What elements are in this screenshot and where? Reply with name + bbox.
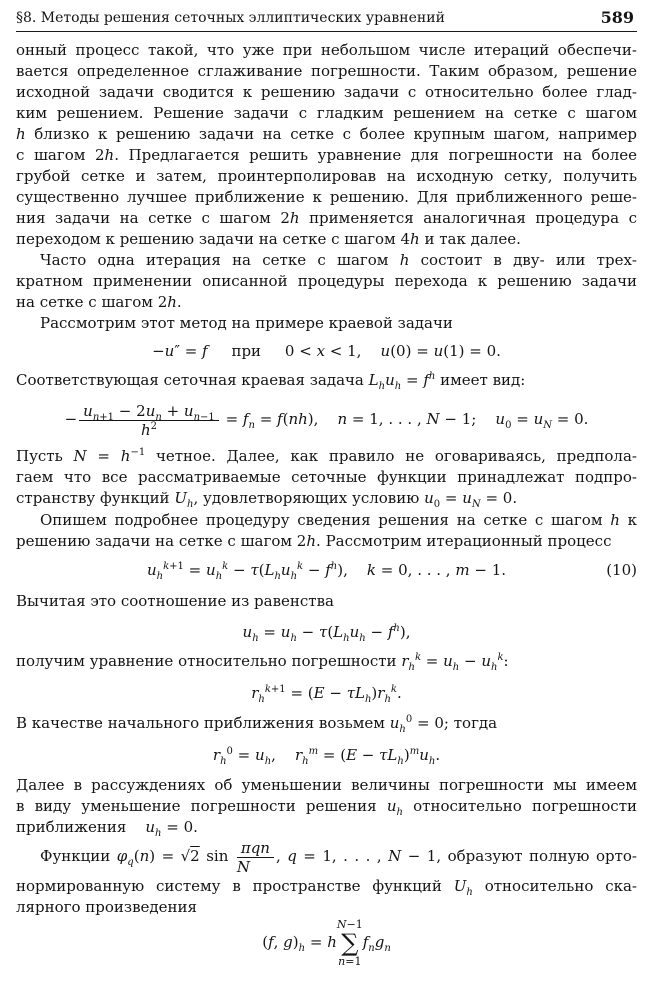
text-line: с шагом 2h. Предлагается решить уравнение для погрешности на более	[16, 146, 637, 164]
text-line: существенно лучшее приближение к решению. Для приближенного реше-	[16, 188, 637, 206]
equation: $r_h^{k+1} = (E - \tau L_h)r_h^k$.	[251, 684, 402, 705]
equation: −u″ = f при 0 < x < 1, u(0) = u(1) = 0.	[152, 342, 501, 360]
text-line: Пусть $N = h^{-1}$ четное. Далее, как правило не оговариваясь, предпола-	[16, 447, 637, 465]
text-line: В качестве начального приближения возьмем $u_h^0 = 0$; тогда	[16, 714, 498, 735]
text-line: грубой сетке и затем, проинтерполировав на исходную сетку, получить	[16, 167, 637, 185]
page-header	[16, 6, 636, 32]
equation: $r_h^0 = u_h$, $r_h^m = (E - \tau L_h)^mu_h$.	[212, 746, 441, 767]
text-line: Рассмотрим этот метод на примере краевой задачи	[40, 314, 453, 332]
equation: $u_h = u_h - \tau(L_hu_h - f^h)$,	[242, 623, 411, 644]
text-line: ния задачи на сетке с шагом 2h применяется аналогичная процедура с	[16, 209, 637, 227]
running-title: §8. Методы решения сеточных эллиптических уравнений	[16, 10, 445, 26]
text-line: онный процесс такой, что уже при небольшом числе итераций обеспечи-	[16, 41, 637, 59]
equation: $u_h^{k+1} = u_h^k - \tau(L_hu_h^k - f^h)$, k = 0, . . . , m − 1. (10)	[146, 561, 637, 582]
text-line: нормированную систему в пространстве функций $U_h$ относительно ска-	[16, 877, 637, 898]
text-line: кратном применении описанной процедуры перехода к решению задачи	[16, 272, 637, 290]
text-line: гаем что все рассматриваемые сеточные функции принадлежат подпро-	[16, 468, 637, 486]
text-line: Соответствующая сеточная краевая задача $L_hu_h = f^h$ имеет вид:	[16, 371, 526, 392]
text-line: странству функций $U_h$, удовлетворяющих условию $u_0 = u_N = 0$.	[16, 489, 518, 510]
text-line: приближения $u_h = 0$.	[16, 818, 198, 839]
equation-number: (10)	[606, 561, 637, 579]
equation: (f, $g)_h = hN-1$ ∑ $n=1f_ng_n$	[262, 918, 391, 968]
text-line: Далее в рассуждениях об уменьшении величины погрешности мы имеем	[16, 776, 637, 794]
text-line: лярного произведения	[16, 898, 197, 916]
text-line: вается определенное сглаживание погрешности. Таким образом, решение	[16, 62, 637, 80]
text-line: переходом к решению задачи на сетке с шагом 4h и так далее.	[16, 230, 521, 248]
text-line: h близко к решению задачи на сетке с более крупным шагом, например	[16, 125, 637, 143]
text-line: ким решением. Решение задачи с гладким решением на сетке с шагом	[16, 104, 637, 122]
equation: − $\frac{u_{n+1} - 2u_n + u_{n-1}}{h^2}$ = $f_n = f(nh)$, n = 1, . . . , N − 1; $u_0 = u_N = 0$.	[64, 401, 589, 439]
text-line: решению задачи на сетке с шагом 2h. Рассмотрим итерационный процесс	[16, 532, 612, 550]
text-line: получим уравнение относительно погрешности $r_h^k = u_h - u_h^k$:	[16, 652, 509, 673]
header-rule	[16, 31, 637, 32]
text-line: исходной задачи сводится к решению задачи с относительно более глад-	[16, 83, 637, 101]
page-number: 589	[600, 8, 634, 27]
text-line: на сетке с шагом 2h.	[16, 293, 182, 311]
text-line: Вычитая это соотношение из равенства	[16, 592, 334, 610]
text-line: Опишем подробнее процедуру сведения решения на сетке с шагом h к	[40, 511, 637, 529]
text-line: Функции $\varphi_q(n) = √2$ sin $\frac{\text{πqn}}{N}$ , q = 1, . . . , N − 1, образуют полную орто-	[40, 838, 637, 876]
text-line: в виду уменьшение погрешности решения $u_h$ относительно погрешности	[16, 797, 637, 818]
text-line: Часто одна итерация на сетке с шагом h состоит в дву- или трех-	[40, 251, 637, 269]
